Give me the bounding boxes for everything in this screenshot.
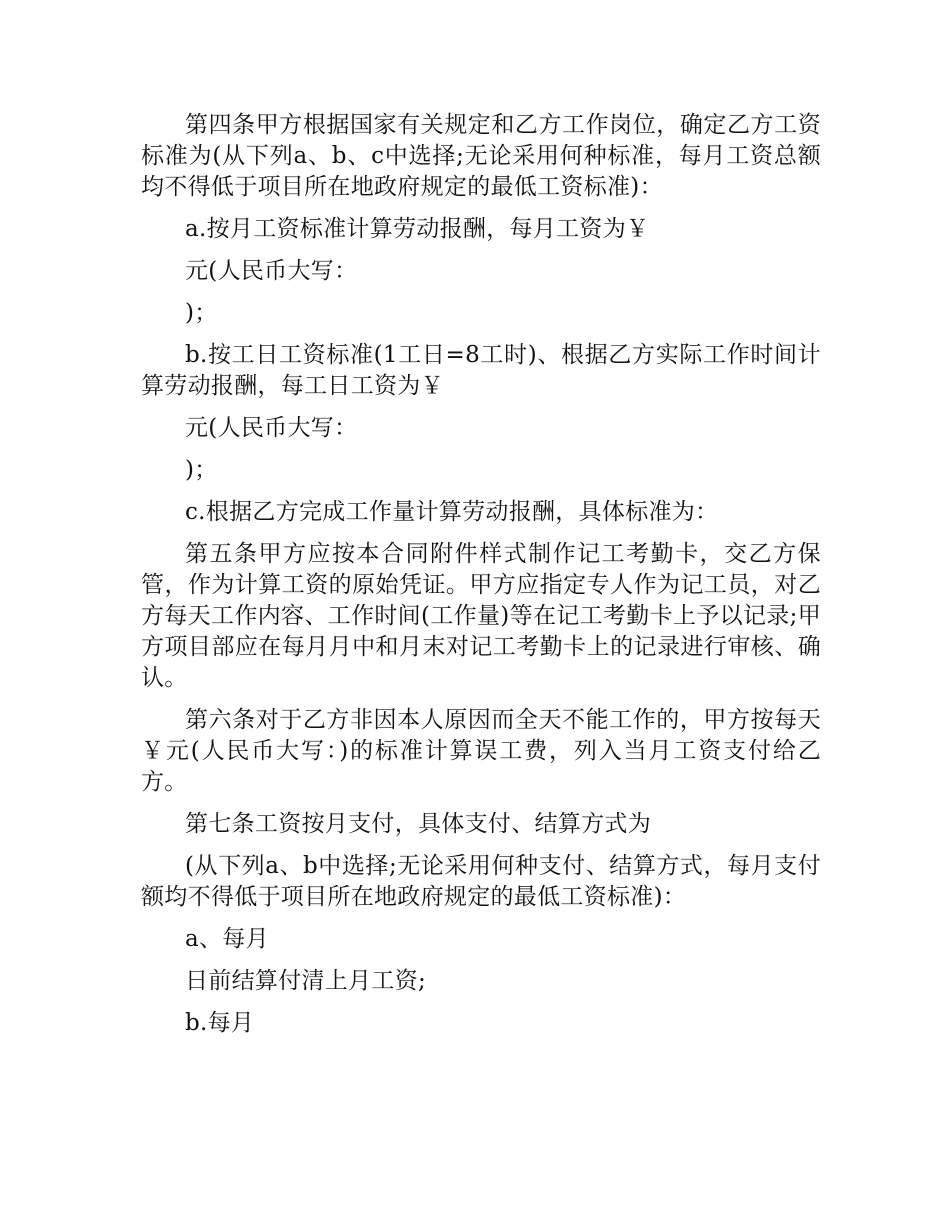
paragraph-article-6: 第六条对于乙方非因本人原因而全天不能工作的，甲方按每天￥元(人民币大写：)的标准计算误工费，列入当月工资支付给乙方。 — [141, 707, 821, 795]
paragraph-option-c-workload: c.根据乙方完成工作量计算劳动报酬，具体标准为： — [185, 499, 719, 525]
paragraph-option-a-close: )； — [185, 300, 218, 326]
paragraph-option-b-daily: b.按工日工资标准(1工日=8工时)、根据乙方实际工作时间计算劳动报酬，每工日工资为￥ — [141, 342, 821, 399]
paragraph-article-7-options: (从下列a、b中选择;无论采用何种支付、结算方式，每月支付额均不得低于项目所在地政府规定的最低工资标准)： — [141, 853, 821, 910]
paragraph-option-b-close: )； — [185, 457, 218, 483]
paragraph-payment-a: a、每月 — [185, 926, 269, 952]
paragraph-payment-a-settle: 日前结算付清上月工资; — [185, 968, 427, 994]
paragraph-article-4: 第四条甲方根据国家有关规定和乙方工作岗位，确定乙方工资标准为(从下列a、b、c中选择;无论采用何种标准，每月工资总额均不得低于项目所在地政府规定的最低工资标准)： — [141, 112, 821, 200]
paragraph-article-7: 第七条工资按月支付，具体支付、结算方式为 — [185, 811, 651, 837]
paragraph-payment-b: b.每月 — [185, 1010, 255, 1036]
paragraph-option-a-capital-amount: 元(人民币大写： — [185, 258, 358, 284]
paragraph-article-5: 第五条甲方应按本合同附件样式制作记工考勤卡，交乙方保管，作为计算工资的原始凭证。甲方应指定专人作为记工员，对乙方每天工作内容、工作时间(工作量)等在记工考勤卡上予以记录;甲方项目部应在每月月中和月末对记工考勤卡上的记录进行审核、确认。 — [141, 541, 821, 691]
paragraph-option-b-capital-amount: 元(人民币大写： — [185, 415, 358, 441]
paragraph-option-a-monthly: a.按月工资标准计算劳动报酬，每月工资为￥ — [185, 216, 650, 242]
document-body — [141, 110, 821, 1050]
